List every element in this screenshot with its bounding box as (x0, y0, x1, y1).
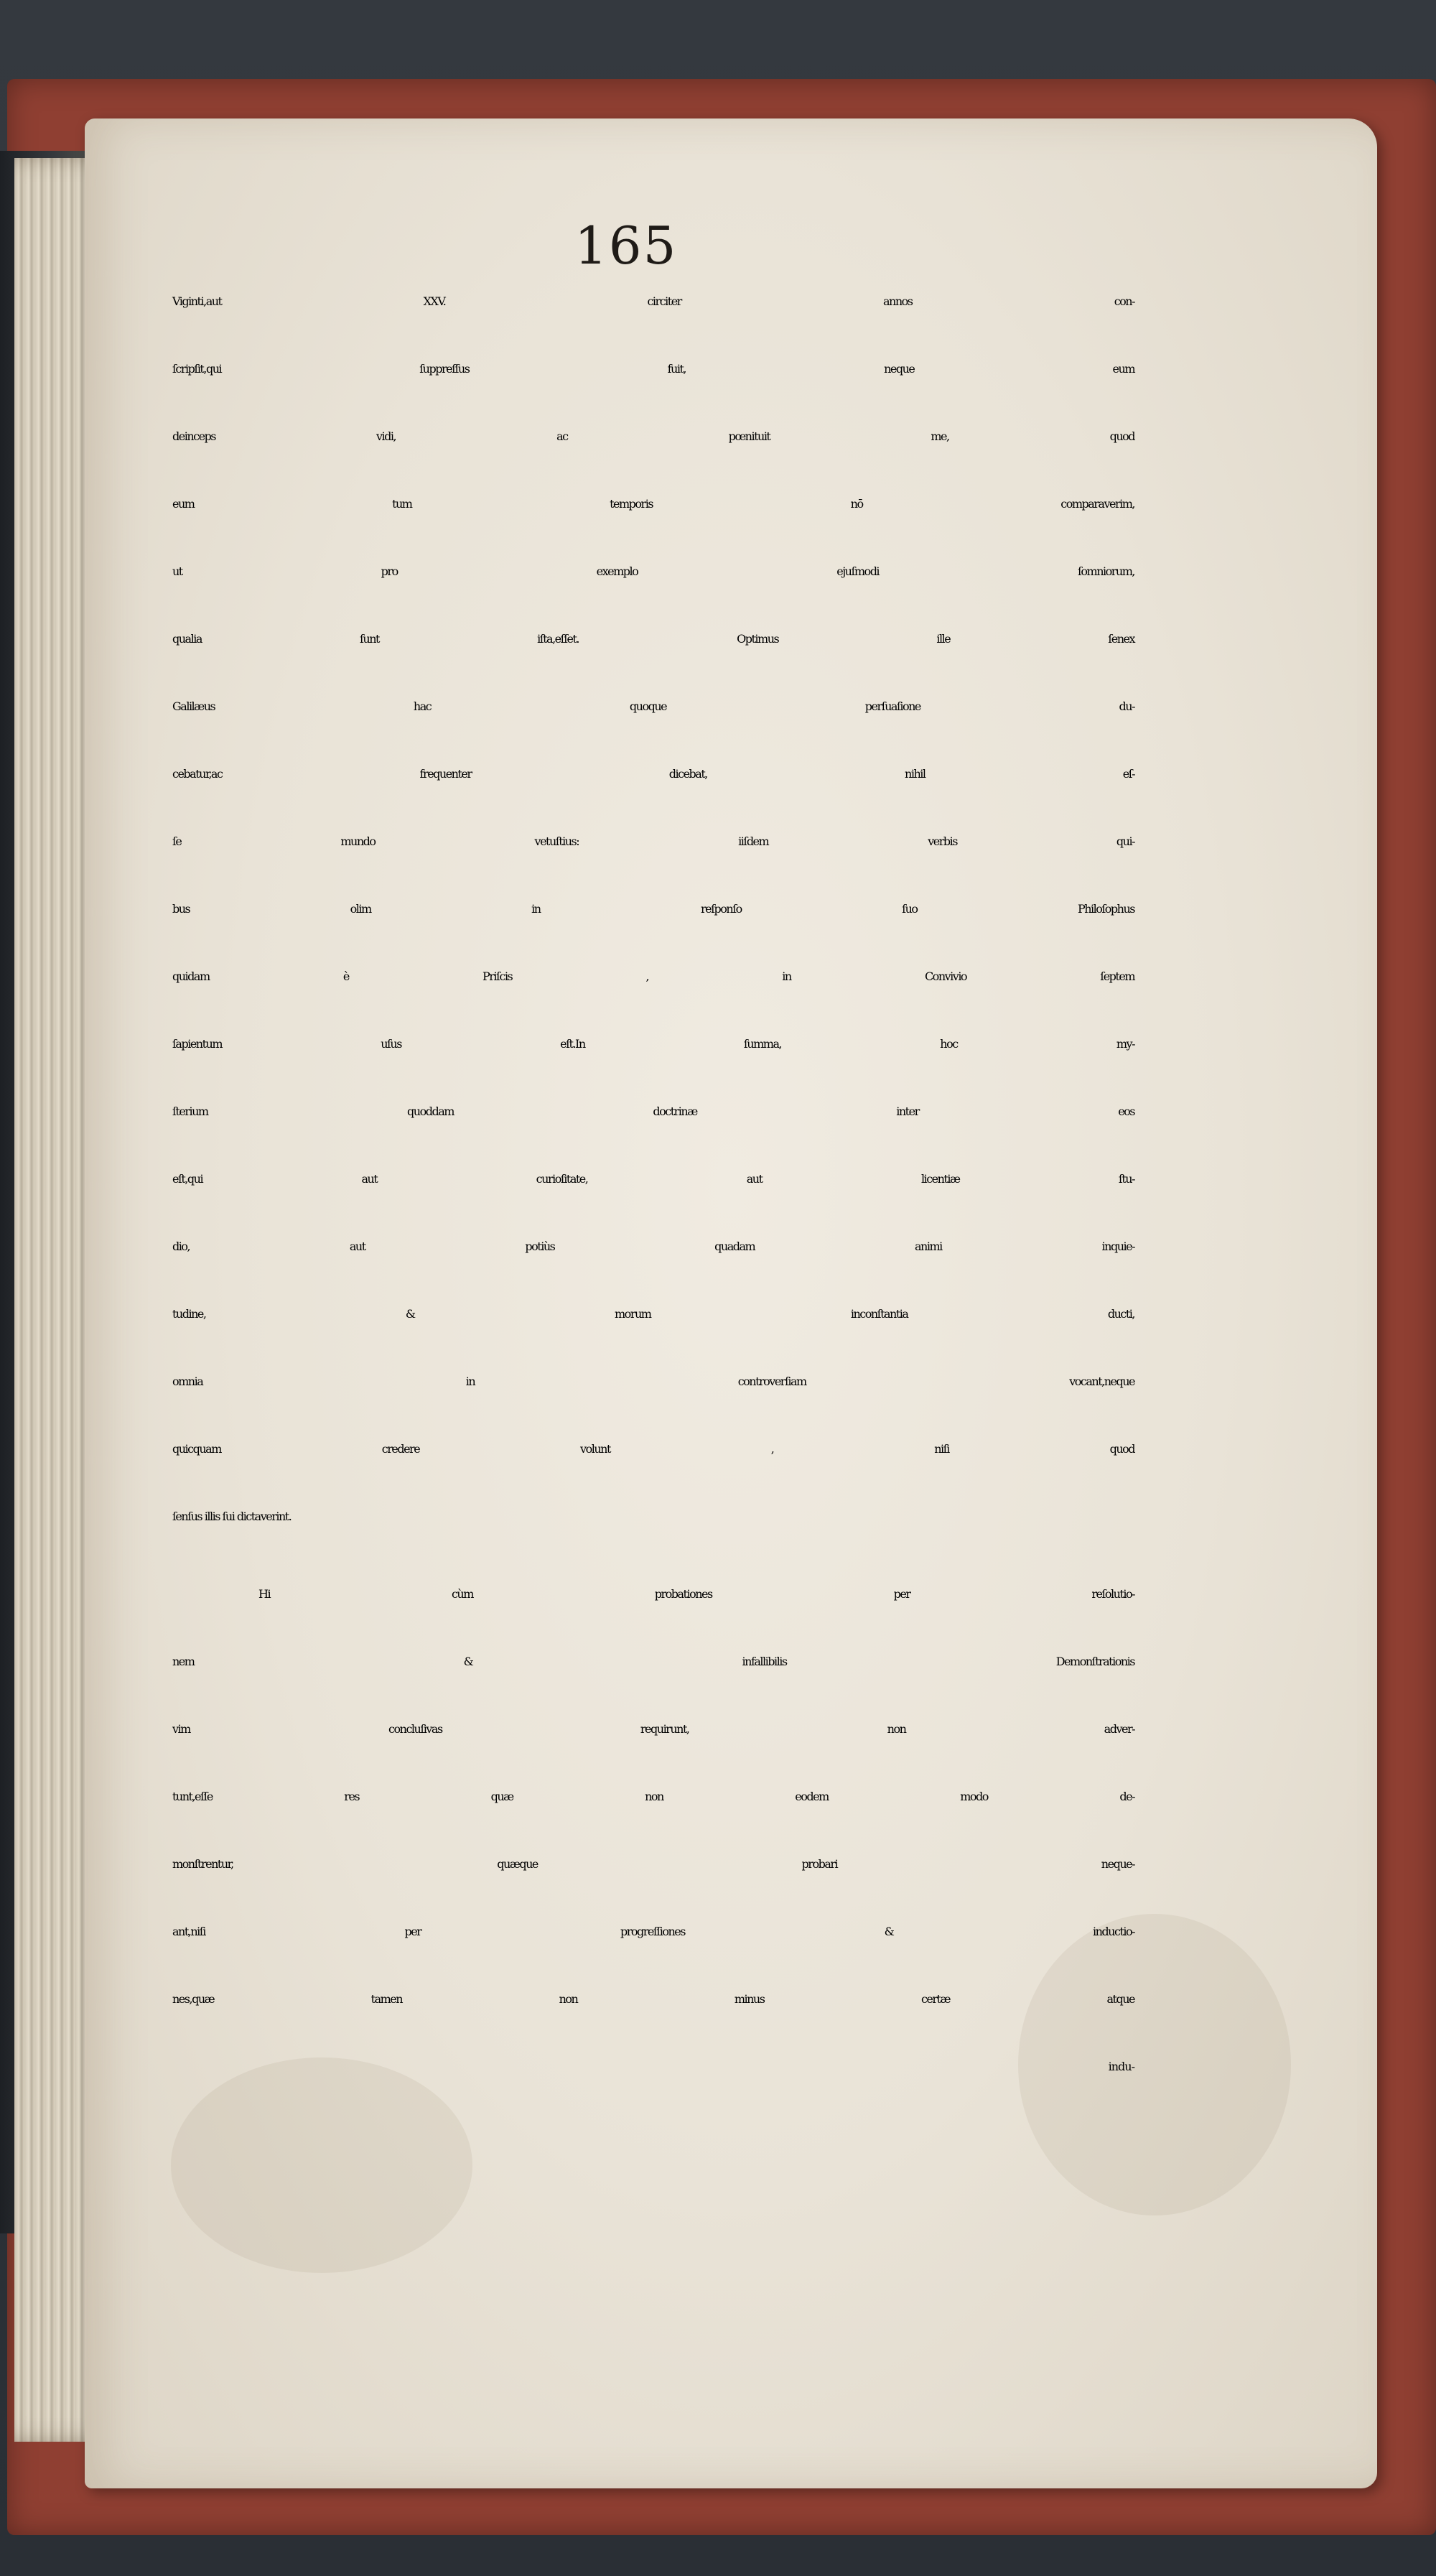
text-line: monſtrentur, quæque probari neque- (172, 1857, 1134, 1871)
text-line: tudine, & morum inconſtantia ducti, (172, 1307, 1134, 1321)
text-line: quicquam credere volunt , niſi quod (172, 1442, 1134, 1456)
text-line: ſcripſit,qui ſuppreſſus fuit, neque eum (172, 362, 1134, 376)
text-line: Viginti,aut XXV. circiter annos con- (172, 294, 1134, 308)
text-line: eſt,qui aut curioſitate, aut licentiæ ſtu- (172, 1172, 1134, 1186)
text-line: ſapientum uſus eſt.In ſumma, hoc my- (172, 1037, 1134, 1051)
paragraph-gap (172, 1577, 1134, 1587)
text-line: Hi cùm probationes per reſolutio- (258, 1587, 1134, 1601)
text-line: omnia in controverſiam vocant,neque (172, 1375, 1134, 1388)
text-line: nes,quæ tamen non minus certæ atque (172, 1992, 1134, 2006)
text-line: nem & infallibilis Demonſtrationis (172, 1655, 1134, 1668)
text-line: ſe mundo vetuſtius: iiſdem verbis qui- (172, 834, 1134, 848)
text-line: deinceps vidi, ac pœnituit me, quod (172, 429, 1134, 443)
page-text (172, 294, 1134, 2127)
page-number: 165 (574, 215, 678, 276)
text-line: ſterium quoddam doctrinæ inter eos (172, 1105, 1134, 1118)
text-line: tunt,eſſe res quæ non eodem modo de- (172, 1790, 1134, 1803)
text-line: ant,niſi per progreſſiones & inductio- (172, 1925, 1134, 1938)
text-line: bus olim in reſponſo ſuo Philoſophus (172, 902, 1134, 916)
text-line: ut pro exemplo ejuſmodi ſomniorum, (172, 564, 1134, 578)
text-line: quidam è Priſcis , in Convivio ſeptem (172, 970, 1134, 983)
text-line: ſenſus illis ſui dictaverint. (172, 1510, 292, 1523)
text-line: eum tum temporis nō comparaverim, (172, 497, 1134, 511)
text-line: vim concluſivas requirunt, non adver- (172, 1722, 1134, 1736)
text-line: cebatur,ac frequenter dicebat, nihil eſ- (172, 767, 1134, 781)
text-line: Galilæus hac quoque perſuaſione du- (172, 699, 1134, 713)
text-line: dio, aut potiùs quadam animi inquie- (172, 1240, 1134, 1253)
catchword: indu- (1108, 2060, 1134, 2073)
text-line: qualia ſunt iſta,eſſet. Optimus ille ſenex (172, 632, 1134, 646)
